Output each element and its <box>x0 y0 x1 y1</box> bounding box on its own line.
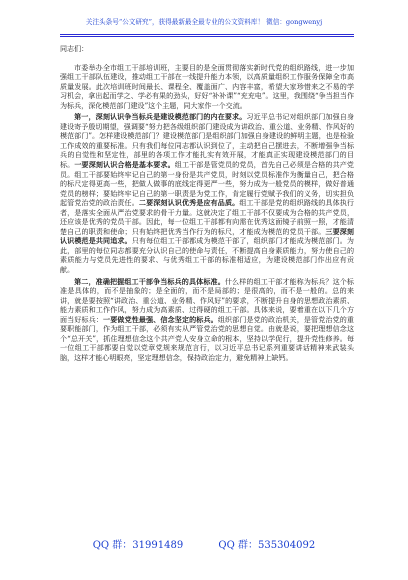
section-1-point-1: 一要深刻认识合格是基本要求。 <box>74 160 175 170</box>
header-rule-bottom <box>60 36 354 37</box>
qq-group-1: QQ 群：31991489 <box>92 540 184 551</box>
section-2-paragraph <box>60 277 354 363</box>
promo-header: 关注头条号“公文研究”，获得最新最全最专业的公文资料库！ 微信：gongwenyj <box>85 18 323 26</box>
section-2-text-1: 什么样的组工干部才能称为标兵？这个标准是具体的，而不是抽象的；是全面的，而不是局部的；是很高的，而不是一般的。总的来讲，就是要按照“讲政治、重公道、业务精、作风好”的要求，不断提升自身的思想政治素质、能力素质和工作作风，努力成为高素质、过得硬的组工干部。具体来说，要着重在以下几个方面当好标兵： <box>60 276 354 324</box>
document-body <box>60 44 354 363</box>
section-1-text-3: 组工干部是党的组织路线的具体执行者，是落实全面从严治党要求的骨干力量。这就决定了组工干部不仅要成为合格的共产党员，还应该是优秀的党员干部。因此，每一位组工干部都有向需在优秀这面镜子前照一照，才能清楚自己的职责和使命；只有始终把优秀当作行为的标尺，才能成为模范的党员干部。 <box>60 198 354 236</box>
section-1-text-1: 习近平总书记对组织部门加强自身建设寄予殷切期望，强调要“努力把各级组织部门建设成为讲政治、重公道、业务精、作风好的模范部门”。怎样建设模范部门？建设模范部门是组织部门加强自身建设的鲜明主题，也是检验工作成效的重要标准。只有我们每位同志都认识到位了，主动把自己摆进去，不断增强争当标兵的自觉性和坚定性，部里的各项工作才能扎实有效开展，才能真正实现建设模范部门的目标。 <box>60 112 354 170</box>
section-1-paragraph <box>60 112 354 274</box>
header-rule-top <box>60 34 354 35</box>
section-1-point-3: 三要深刻认识模范是共同追求。 <box>60 226 354 246</box>
section-1-text-4: 只有每位组工干部都成为模范干部了，组织部门才能成为模范部门。为此，部里的每位同志都要充分认识自己的使命与责任，不断提高自身素质能力，努力使自己的素质能力与党员先进性的要求、与优秀组工干部的标准相适应，为建设模范部门作出应有贡献。 <box>60 236 354 275</box>
greeting: 同志们： <box>60 44 89 53</box>
section-2-heading: 第二，准确把握组工干部争当标兵的具体标准。 <box>74 276 225 286</box>
section-1-heading: 第一，深刻认识争当标兵是建设模范部门的内在要求。 <box>74 112 247 122</box>
intro-paragraph: 市委举办全市组工干部培训班，主要目的是全面贯彻落实新时代党的组织路线，进一步加强组工干部队伍建设，推动组工干部在一线提升能力本领，以高质量组织工作服务保障全市高质量发展。此次培训班时间最长、课程全、覆盖面广、内容丰富，希望大家珍惜来之不易的学习机会，拿出起而学之、学必有果的劲头，好好“补补课”“充充电”。这里，我围绕“争当担当作为标兵，深化模范部门建设”这个主题，同大家作一个交流。 <box>60 62 354 110</box>
section-2-text-2: 组织部门是党的政治机关，是管党治党的重要职能部门，作为组工干部，必须有实从严管党治党的思想自觉。由就是说，要把理想信念这个“总开关”，抓住理想信念这个共产党人安身立命的根本，坚持以学促行，提升党性修养。每一位组工干部都要自觉以党章党规来规范言行，以习近平总书记系列重要讲话精神来武装头脑，这样才能心明眼亮，坚定理想信念，保持政治定力，避免精神上缺钙。 <box>60 314 354 362</box>
section-1-text-2: 组工干部是管党员的党员，首先自己必须是合格的共产党员。组工干部要始终牢记自己的第一身份是共产党员，时刻以党员标准作为衡量自己，把合格的标尺定得更高一些，把做人做事的底线定得更严一些，努力成为一般党员的模样，做好普通党员的榜样；要始终牢记自己的第一职责是为党工作，肯定履行党赋予我们的义务，切实担负起管党治党的政治责任。 <box>60 160 354 208</box>
footer-contacts <box>0 536 408 551</box>
qq-group-2: QQ 群：535304092 <box>218 540 316 551</box>
section-2-point-1: 一要做党性最强、信念坚定的标兵。 <box>103 314 218 324</box>
section-1-point-2: 二要深刻认识优秀是应有品质。 <box>138 198 240 208</box>
